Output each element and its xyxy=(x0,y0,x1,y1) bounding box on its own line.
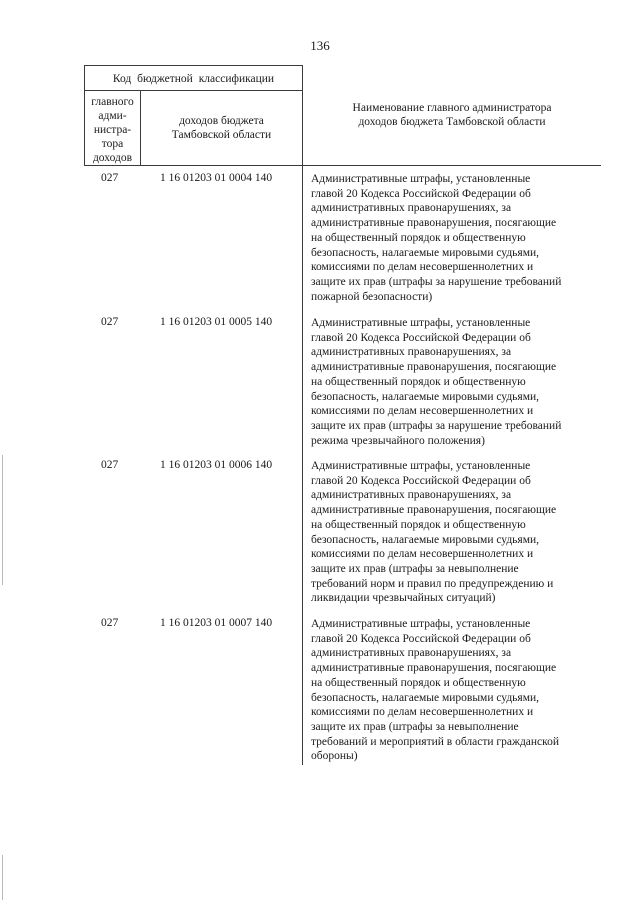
header-bottom-border xyxy=(84,165,601,166)
page-number: 136 xyxy=(310,38,330,53)
row-1-admin-code: 027 xyxy=(101,172,119,184)
column-divider-name xyxy=(302,65,303,765)
row-1-description: Административные штрафы, установленные главой 20 Кодекса Российской Федерации об административных правонарушениях, за административные правонарушения, посягающие на общественный порядок и общественную безопасность, налагаемые мировыми судьями, комиссиями по делам несовершеннолетних и защите их прав (штрафы за нарушение требований пожарной безопасности) xyxy=(311,173,562,303)
row-2-admin-code: 027 xyxy=(101,316,119,328)
row-3-admin-code: 027 xyxy=(101,459,119,471)
row-4-description: Административные штрафы, установленные главой 20 Кодекса Российской Федерации об административных правонарушениях, за административные правонарушения, посягающие на общественный порядок и общественную безопасность, налагаемые мировыми судьями, комиссиями по делам несовершеннолетних и защите их прав (штрафы за невыполнение требований и мероприятий в области гражданской обороны) xyxy=(311,618,560,763)
header-top-border xyxy=(84,65,303,66)
header-administrator-name-column: Наименование главного администратора доходов бюджета Тамбовской области xyxy=(352,102,552,128)
header-budget-classification: Код бюджетной классификации xyxy=(112,73,275,85)
header-group-divider xyxy=(84,90,303,91)
row-4-admin-code: 027 xyxy=(101,617,119,629)
row-3-budget-code: 1 16 01203 01 0006 140 xyxy=(160,459,273,471)
row-1-budget-code: 1 16 01203 01 0004 140 xyxy=(160,172,273,184)
row-3-description: Административные штрафы, установленные главой 20 Кодекса Российской Федерации об административных правонарушениях, за административные правонарушения, посягающие на общественный порядок и общественную безопасность, налагаемые мировыми судьями, комиссиями по делам несовершеннолетних и защите их прав (штрафы за невыполнение требований норм и правил по предупреждению и ликвидации чрезвычайных ситуаций) xyxy=(311,460,557,605)
header-budget-income-column: доходов бюджета Тамбовской области xyxy=(171,115,272,141)
scan-artifact-left-lower xyxy=(2,855,3,900)
row-2-description: Административные штрафы, установленные главой 20 Кодекса Российской Федерации об административных правонарушениях, за административные правонарушения, посягающие на общественный порядок и общественную безопасность, налагаемые мировыми судьями, комиссиями по делам несовершеннолетних и защите их прав (штрафы за нарушение требований режима чрезвычайного положения) xyxy=(311,317,562,447)
scan-artifact-left xyxy=(2,455,3,585)
row-4-budget-code: 1 16 01203 01 0007 140 xyxy=(160,617,273,629)
row-2-budget-code: 1 16 01203 01 0005 140 xyxy=(160,316,273,328)
header-admin-column: главного адми- нистра- тора доходов xyxy=(91,96,134,164)
